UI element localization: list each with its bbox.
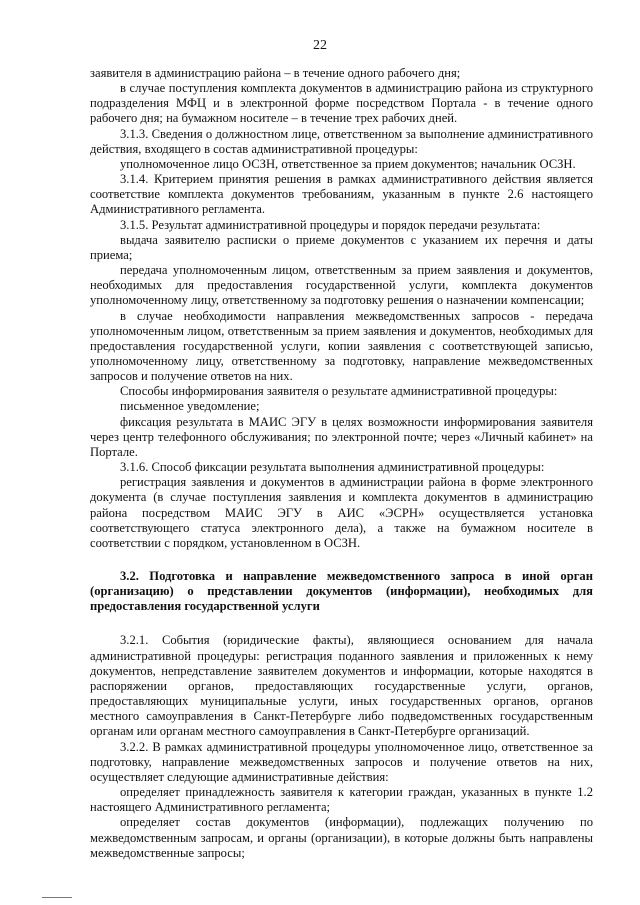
document-body [90,66,593,861]
paragraph: регистрация заявления и документов в администрации района в форме электронного документа (в случае поступления заявления и комплекта документов в администрацию района посредством МАИС ЭГУ в АИС «ЭСРН» осуществляется установка соответствующего статуса электронного дела), а также на бумажном носителе в соответствии с порядком, установленном в ОСЗН. [90,475,593,550]
paragraph: фиксация результата в МАИС ЭГУ в целях возможности информирования заявителя через центр телефонного обслуживания; по электронной почте; через «Личный кабинет» на Портале. [90,414,593,459]
paragraph: заявителя в администрацию района – в течение одного рабочего дня; [90,66,461,80]
paragraph: передача уполномоченным лицом, ответственным за прием заявления и документов, необходимых для предоставления государственной услуги, комплекта документов уполномоченному лицу, ответственному за подготовку решения о назначении компенсации; [90,263,593,308]
paragraph: определяет принадлежность заявителя к категории граждан, указанных в пункте 1.2 настоящего Административного регламента; [90,785,593,815]
paragraph: выдача заявителю расписки о приеме документов с указанием их перечня и даты приема; [90,232,593,262]
paragraph: 3.1.3. Сведения о должностном лице, ответственном за выполнение административного действия, входящего в состав административной процедуры: [90,126,593,156]
paragraph: определяет состав документов (информации), подлежащих получению по межведомственным запросам, и органы (организации), в которые должны быть направлены межведомственные запросы; [90,815,593,860]
scan-artifact-line [42,897,72,898]
paragraph: письменное уведомление; [120,399,260,414]
paragraph: уполномоченное лицо ОСЗН, ответственное за прием документов; начальник ОСЗН. [120,156,576,171]
paragraph: 3.2.2. В рамках административной процедуры уполномоченное лицо, ответственное за подготовку, направление межведомственных запросов и получение ответов на них, осуществляет следующие административные действия: [90,739,593,784]
paragraph: в случае поступления комплекта документов в администрацию района из структурного подразделения МФЦ и в электронной форме посредством Портала - в течение одного рабочего дня; на бумажном носителе – в течение трех рабочих дней. [90,81,593,126]
page-number: 22 [313,38,327,53]
paragraph: 3.1.6. Способ фиксации результата выполнения административной процедуры: [120,460,545,475]
paragraph: 3.2.1. События (юридические факты), являющиеся основанием для начала административной процедуры: регистрация поданного заявления и приложенных к нему документов, непредставление заявителем документов и информации, которые находятся в распоряжении органов, предоставляющих государственные услуги, органов, предоставляющих муниципальные услуги, иных государственных органов, органов местного самоуправления в Санкт-Петербурге либо подведомственных государственным органам или органам местного самоуправления в Санкт-Петербурге организаций. [90,633,593,739]
paragraph: в случае необходимости направления межведомственных запросов - передача уполномоченным лицом, ответственным за прием заявления и документов, необходимых для предоставления государственной услуги, копии заявления с соответствующей записью, уполномоченному лицу, ответственному за подготовку, направление межведомственных запросов и получение ответов на них. [90,308,593,384]
paragraph: Способы информирования заявителя о результате административной процедуры: [120,384,558,399]
paragraph: 3.1.4. Критерием принятия решения в рамках административного действия является соответствие комплекта документов требованиям, указанным в пункте 2.6 настоящего Административного регламента. [90,172,593,217]
paragraph: 3.1.5. Результат административной процедуры и порядок передачи результата: [120,217,541,232]
section-heading: 3.2. Подготовка и направление межведомственного запроса в иной орган (организацию) о представлении документов (информации), необходимых для предоставления государственной услуги [90,569,593,614]
